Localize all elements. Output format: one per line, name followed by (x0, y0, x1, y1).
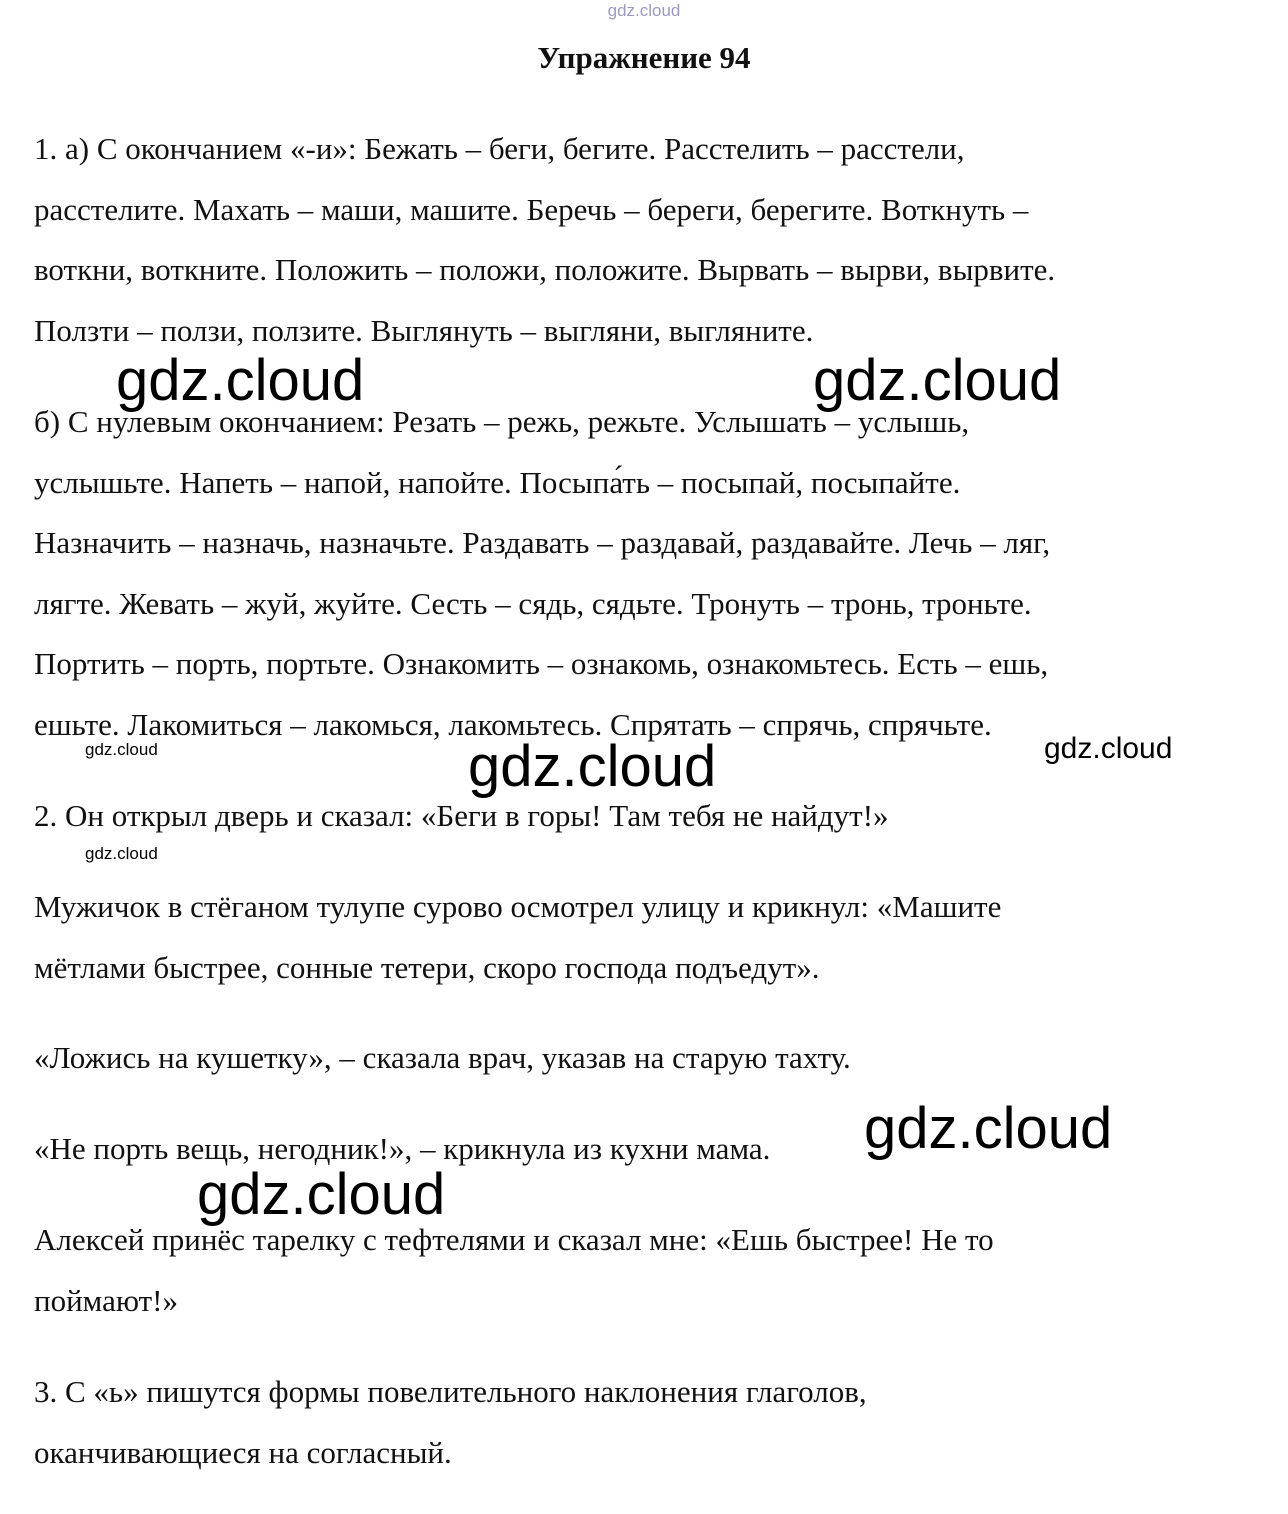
exercise-title: Упражнение 94 (537, 40, 751, 75)
section-2-sentence-3 (34, 1028, 1254, 1089)
text-line: Назначить – назначь, назначьте. Раздавать – раздавай, раздавайте. Лечь – ляг, (34, 525, 1051, 560)
section-1b (34, 392, 1254, 755)
text-line: Алексей принёс тарелку с тефтелями и сказал мне: «Ешь быстрее! Не то (34, 1222, 994, 1257)
text-line: мётлами быстрее, сонные тетери, скоро господа подъедут». (34, 949, 820, 985)
header-watermark: gdz.cloud (607, 1, 681, 20)
section-2-sentence-2 (34, 877, 1254, 998)
watermark: gdz.cloud (468, 734, 717, 799)
text-line: Портить – порть, портьте. Ознакомить – ознакомь, ознакомьтесь. Есть – ешь, (34, 646, 1049, 681)
text-line: Ползти – ползи, ползите. Выглянуть – выгляни, выгляните. (34, 312, 814, 348)
watermark: gdz.cloud (85, 844, 158, 863)
text-line: расстелите. Махать – маши, машите. Беречь – береги, берегите. Воткнуть – (34, 191, 1029, 227)
text-line: 2. Он открыл дверь и сказал: «Беги в горы! Там тебя не найдут!» (34, 798, 889, 833)
watermark: gdz.cloud (197, 1162, 446, 1227)
text-line: воткни, воткните. Положить – положи, положите. Вырвать – вырви, вырвите. (34, 252, 1056, 287)
text-line: Мужичок в стёганом тулупе сурово осмотрел улицу и крикнул: «Машите (34, 889, 1002, 924)
text-line: поймают!» (34, 1282, 178, 1318)
text-line: лягте. Жевать – жуй, жуйте. Сесть – сядь, сядьте. Тронуть – тронь, троньте. (34, 585, 1032, 621)
text-line: 1. а) С окончанием «-и»: Бежать – беги, бегите. Расстелить – расстели, (34, 131, 965, 166)
text-line: 3. С «ь» пишутся формы повелительного наклонения глаголов, (34, 1374, 867, 1409)
watermark: gdz.cloud (864, 1096, 1113, 1161)
watermark: gdz.cloud (1044, 732, 1173, 765)
section-2-sentence-5 (34, 1210, 1254, 1331)
text-line: оканчивающиеся на согласный. (34, 1434, 452, 1470)
watermark: gdz.cloud (813, 348, 1062, 413)
section-3 (34, 1362, 1254, 1483)
watermark: gdz.cloud (116, 348, 365, 413)
text-line: «Не порть вещь, негодник!», – крикнула из кухни мама. (34, 1131, 771, 1166)
text-line: б) С нулевым окончанием: Резать – режь, режьте. Услышать – услышь, (34, 404, 970, 439)
watermark: gdz.cloud (85, 740, 158, 759)
text-line: «Ложись на кушетку», – сказала врач, указав на старую тахту. (34, 1040, 851, 1075)
section-1a (34, 119, 1254, 361)
text-line: ешьте. Лакомиться – лакомься, лакомьтесь. Спрятать – спрячь, спрячьте. (34, 706, 992, 742)
text-line: услышьте. Напеть – напой, напойте. Посыпа́ть – посыпай, посыпайте. (34, 464, 961, 500)
